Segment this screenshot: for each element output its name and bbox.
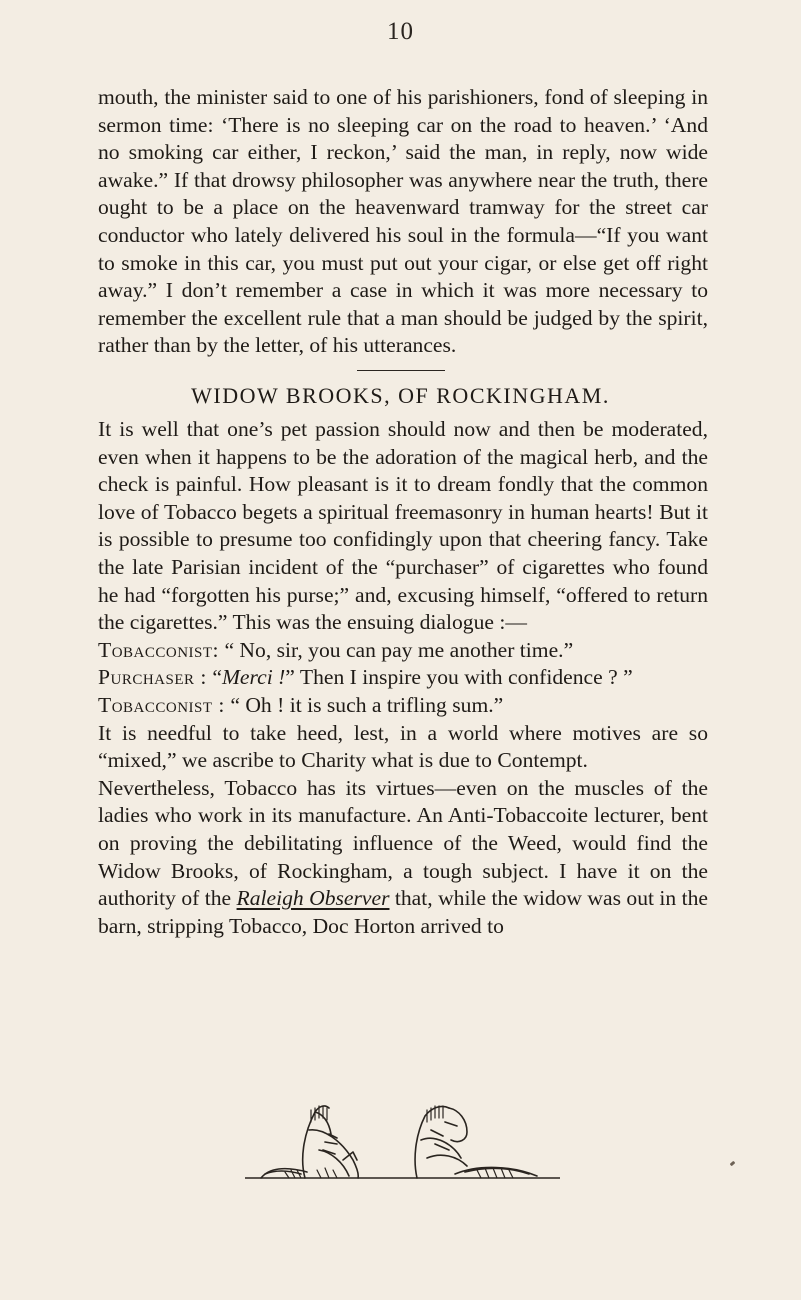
body-text-top	[98, 84, 708, 360]
ink-speck	[730, 1161, 736, 1167]
paragraph-2: It is well that one’s pet passion should now and then be moderated, even when it happens to be the adoration of the magical herb, and the check is painful. How pleasant is it to dream fondly that the common love of Tobacco begets a spiritual freemasonry in human hearts! But it is possible to presume too confidingly upon that cheering fancy. Take the late Parisian incident of the “purchaser” of cigarettes who found he had “forgotten his purse;” and, excusing himself, “offered to return the cigarettes.” This was the ensuing dialogue :—	[98, 417, 708, 635]
paragraph-4-before: Nevertheless, Tobacco has its virtues—even on the muscles of the ladies who work in its manufacture. An Anti-Tobaccoite lecturer, bent on proving the debilitating influence of the Weed, would find the Widow Brooks, of Rockingham, a tough subject. I have it on the authority of the	[98, 775, 708, 911]
dialogue-open-quote: “	[212, 665, 222, 690]
paragraph-4	[98, 775, 708, 941]
body-text-main	[98, 416, 708, 940]
dialogue-line-2	[98, 664, 708, 692]
dialogue-italic-text: Merci !	[221, 665, 286, 690]
dialogue-text: ” Then I inspire you with confidence ? ”	[285, 665, 633, 690]
dialogue-line-1	[98, 637, 708, 665]
dialogue-text: “ No, sir, you can pay me another time.”	[224, 637, 574, 662]
page-number: 10	[387, 18, 414, 45]
paragraph-3: It is needful to take heed, lest, in a world where motives are so “mixed,” we ascribe to Charity what is due to Contempt.	[98, 720, 708, 773]
speaker-label: Tobacconist :	[98, 692, 225, 717]
paragraph-1: mouth, the minister said to one of his parishioners, fond of sleeping in sermon time: ‘There is no sleeping car on the road to heaven.’ ‘And no smoking car either, I reckon,’ said the man, in reply, now wide awake.” If that drowsy philosopher was anywhere near the truth, there ought to be a place on the heavenward tramway for the street car conductor who lately delivered his soul in the formula—“If you want to smoke in this car, you must put out your cigar, or else get off right away.” I don’t remember a case in which it was more necessary to remember the excellent rule that a man should be judged by the spirit, rather than by the letter, of his utterances.	[98, 85, 708, 358]
dialogue-line-3	[98, 692, 708, 720]
paragraph-4-after: that, while the widow was out in the barn, stripping Tobacco, Doc Horton arrived to	[98, 886, 708, 938]
tobacco-leaves-tailpiece-icon	[245, 1100, 560, 1182]
dialogue-text: “ Oh ! it is such a trifling sum.”	[230, 692, 504, 717]
section-heading: WIDOW BROOKS, OF ROCKINGHAM.	[191, 383, 610, 408]
speaker-label: Tobacconist:	[98, 637, 220, 662]
speaker-label: Purchaser :	[98, 665, 207, 690]
newspaper-title: Raleigh Observer	[236, 886, 390, 911]
section-divider-rule	[357, 370, 445, 371]
